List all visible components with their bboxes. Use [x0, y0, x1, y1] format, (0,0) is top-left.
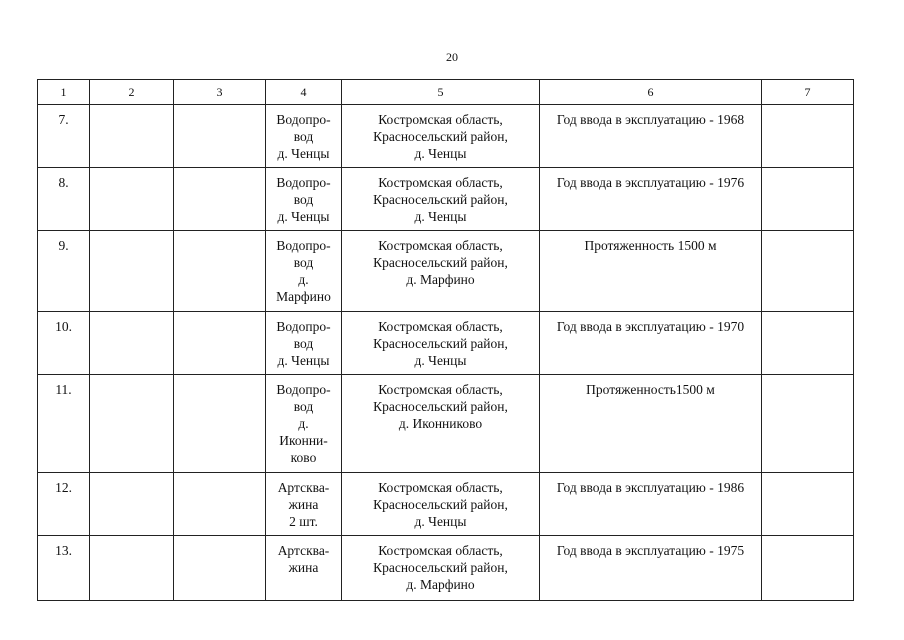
object-info: Год ввода в эксплуатацию - 1975 [556, 543, 745, 558]
object-address: Костромская область, Красносельский район, д. Марфино [373, 238, 508, 287]
object-cell [266, 168, 342, 231]
column-3-cell [174, 473, 266, 536]
address-cell [342, 375, 540, 473]
object-cell [266, 231, 342, 312]
column-header-2: 2 [90, 80, 174, 105]
object-info: Протяженность 1500 м [584, 238, 717, 253]
info-cell [540, 105, 762, 168]
column-header-5: 5 [342, 80, 540, 105]
address-cell [342, 231, 540, 312]
object-address: Костромская область, Красносельский район, д. Марфино [373, 543, 508, 592]
column-7-cell [762, 231, 854, 312]
object-name: Водопро- вод д. Ченцы [276, 319, 331, 368]
address-cell [342, 105, 540, 168]
table-header [38, 80, 854, 105]
column-header-7: 7 [762, 80, 854, 105]
object-info: Год ввода в эксплуатацию - 1976 [556, 175, 745, 190]
address-cell [342, 312, 540, 375]
info-cell [540, 473, 762, 536]
object-name: Водопро- вод д. Иконни- ково [276, 382, 331, 465]
column-7-cell [762, 375, 854, 473]
column-2-cell [90, 473, 174, 536]
column-2-cell [90, 105, 174, 168]
object-info: Год ввода в эксплуатацию - 1968 [556, 112, 745, 127]
object-name: Артсква- жина [277, 543, 330, 575]
column-2-cell [90, 312, 174, 375]
table-row [38, 473, 854, 536]
row-number: 9. [58, 238, 69, 253]
info-cell [540, 312, 762, 375]
column-header-4: 4 [266, 80, 342, 105]
info-cell [540, 375, 762, 473]
column-3-cell [174, 105, 266, 168]
object-info: Протяженность1500 м [586, 382, 715, 397]
column-header-3: 3 [174, 80, 266, 105]
row-number-cell [38, 536, 90, 601]
object-info: Год ввода в эксплуатацию - 1986 [556, 480, 745, 495]
object-name: Водопро- вод д. Ченцы [276, 175, 331, 224]
column-7-cell [762, 105, 854, 168]
row-number-cell [38, 473, 90, 536]
table-row [38, 168, 854, 231]
object-cell [266, 536, 342, 601]
info-cell [540, 231, 762, 312]
table-row [38, 536, 854, 601]
row-number-cell [38, 231, 90, 312]
row-number-cell [38, 375, 90, 473]
object-name: Артсква- жина 2 шт. [277, 480, 330, 529]
row-number: 7. [58, 112, 69, 127]
column-7-cell [762, 312, 854, 375]
object-info: Год ввода в эксплуатацию - 1970 [556, 319, 745, 334]
address-cell [342, 168, 540, 231]
row-number-cell [38, 168, 90, 231]
column-3-cell [174, 375, 266, 473]
column-3-cell [174, 312, 266, 375]
column-header-6: 6 [540, 80, 762, 105]
table-row [38, 105, 854, 168]
object-cell [266, 312, 342, 375]
registry-table [37, 79, 854, 601]
address-cell [342, 536, 540, 601]
page-number: 20 [446, 50, 458, 64]
header-row [38, 80, 854, 105]
row-number: 12. [55, 480, 72, 495]
column-2-cell [90, 231, 174, 312]
row-number: 8. [58, 175, 69, 190]
object-address: Костромская область, Красносельский район, д. Иконниково [373, 382, 508, 431]
object-address: Костромская область, Красносельский район, д. Ченцы [373, 480, 508, 529]
object-cell [266, 105, 342, 168]
object-cell [266, 473, 342, 536]
row-number-cell [38, 105, 90, 168]
object-cell [266, 375, 342, 473]
column-7-cell [762, 473, 854, 536]
column-7-cell [762, 168, 854, 231]
column-2-cell [90, 168, 174, 231]
column-2-cell [90, 536, 174, 601]
address-cell [342, 473, 540, 536]
object-address: Костромская область, Красносельский район, д. Ченцы [373, 319, 508, 368]
table-row [38, 231, 854, 312]
column-3-cell [174, 168, 266, 231]
object-address: Костромская область, Красносельский район, д. Ченцы [373, 175, 508, 224]
row-number: 13. [55, 543, 72, 558]
table-row [38, 375, 854, 473]
table-row [38, 312, 854, 375]
object-name: Водопро- вод д. Ченцы [276, 112, 331, 161]
row-number: 10. [55, 319, 72, 334]
row-number: 11. [55, 382, 72, 397]
column-2-cell [90, 375, 174, 473]
object-name: Водопро- вод д. Марфино [276, 238, 331, 304]
row-number-cell [38, 312, 90, 375]
info-cell [540, 168, 762, 231]
column-3-cell [174, 536, 266, 601]
column-header-1: 1 [38, 80, 90, 105]
table-body [38, 105, 854, 601]
column-3-cell [174, 231, 266, 312]
column-7-cell [762, 536, 854, 601]
object-address: Костромская область, Красносельский район, д. Ченцы [373, 112, 508, 161]
info-cell [540, 536, 762, 601]
